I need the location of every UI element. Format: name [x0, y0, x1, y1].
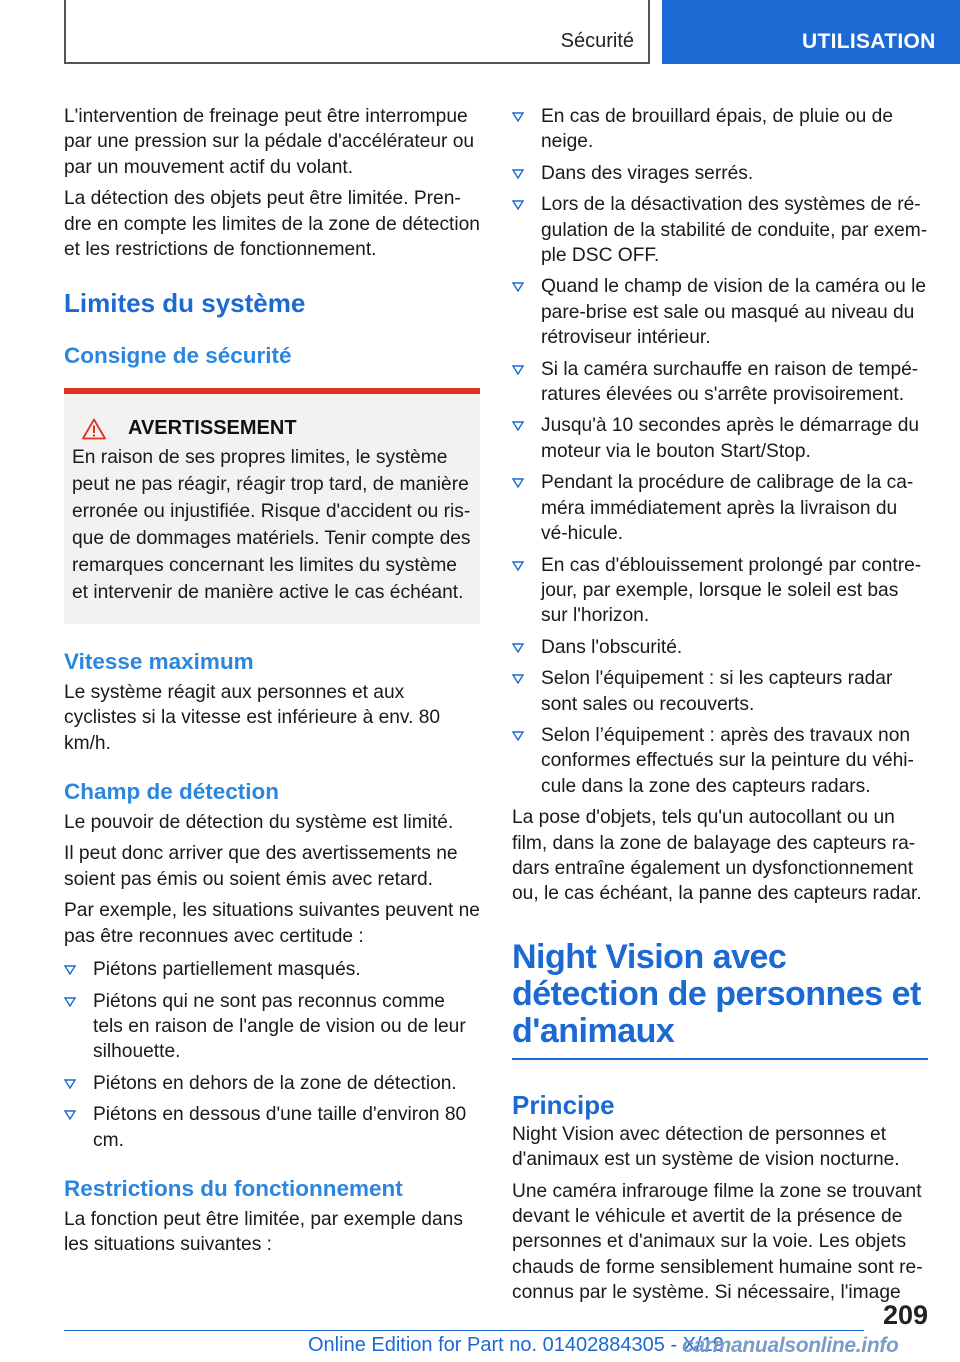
- list-item: [64, 989, 480, 1065]
- list-item: [512, 161, 928, 186]
- list-item-text: Selon l’équipement : après des travaux non conformes effectués sur la peinture du véhi‐cule dans la zone des capteurs radars.: [541, 724, 914, 797]
- paragraph-restrictions: La fonction peut être limitée, par exemple dans les situations suivantes :: [64, 1208, 463, 1256]
- heading-champ: Champ de détection: [64, 779, 280, 805]
- list-item-text: Piétons partiellement masqués.: [93, 959, 361, 981]
- footer-divider: [64, 1330, 864, 1331]
- list-item-text: Si la caméra surchauffe en raison de tempé‐ratures élevées ou s'arrête provisoirement.: [541, 358, 919, 406]
- list-item-text: Quand le champ de vision de la caméra ou le pare-brise est sale ou masqué au niveau du rétroviseur intérieur.: [541, 276, 927, 349]
- heading-principe: Principe: [512, 1089, 615, 1120]
- bullet-list-restrictions: [512, 104, 928, 799]
- list-item-text: Selon l'équipement : si les capteurs radar sont sales ou recouverts.: [541, 668, 893, 715]
- warning-header: [72, 416, 472, 441]
- list-item: [512, 104, 928, 155]
- bullet-triangle-icon: [512, 282, 524, 292]
- warning-title: AVERTISSEMENT: [128, 417, 297, 440]
- list-item-text: En cas d'éblouissement prolongé par contre-jour, par exemple, lorsque le soleil est bas sur l'horizon.: [541, 554, 922, 627]
- bullet-triangle-icon: [512, 731, 524, 741]
- list-item-text: Dans l'obscurité.: [541, 636, 683, 658]
- list-item: [512, 553, 928, 629]
- bullet-triangle-icon: [64, 997, 76, 1007]
- list-item: [512, 635, 928, 660]
- bullet-triangle-icon: [64, 1079, 76, 1089]
- heading-vitesse: Vitesse maximum: [64, 648, 254, 674]
- list-item: [512, 413, 928, 464]
- paragraph-braking: L'intervention de freinage peut être interrompue par une pression sur la pédale d'accélérateur ou par un mouvement actif du volant.: [64, 106, 475, 178]
- bullet-triangle-icon: [512, 478, 524, 488]
- bullet-triangle-icon: [512, 365, 524, 375]
- list-item-text: Piétons en dessous d'une taille d'environ 80 cm.: [93, 1104, 467, 1151]
- bullet-triangle-icon: [512, 643, 524, 653]
- paragraph-principe-2: Une caméra infrarouge filme la zone se trouvant devant le véhicule et avertit de la présence de personnes et d'animaux sur la voie. Les objets chauds de forme sensiblement humaine sont re‐connus par le système. Si nécessaire, l'image: [512, 1180, 923, 1304]
- list-item-text: En cas de brouillard épais, de pluie ou de neige.: [541, 106, 894, 153]
- chapter-tab: UTILISATION: [662, 0, 960, 64]
- heading-limites: Limites du système: [64, 288, 306, 319]
- watermark: carmanualsonline.info: [682, 1334, 899, 1357]
- left-column: [64, 104, 480, 1264]
- list-item: [512, 274, 928, 350]
- bullet-list-pedestrians: [64, 957, 480, 1153]
- paragraph-champ-1: Le pouvoir de détection du système est limité.: [64, 812, 454, 834]
- list-item: [512, 723, 928, 799]
- bullet-triangle-icon: [512, 112, 524, 122]
- section-title: Sécurité: [560, 30, 634, 52]
- list-item: [512, 192, 928, 268]
- list-item-text: Lors de la désactivation des systèmes de ré‐gulation de la stabilité de conduite, par exem‐ple DSC OFF.: [541, 194, 928, 267]
- paragraph-champ-3: Par exemple, les situations suivantes peuvent ne pas être reconnues avec certitude :: [64, 900, 480, 947]
- list-item-text: Jusqu'à 10 secondes après le démarrage du moteur via le bouton Start/Stop.: [541, 415, 920, 462]
- footer-edition: Online Edition for Part no. 01402884305 - X/19: [308, 1334, 724, 1356]
- list-item: [512, 357, 928, 408]
- bullet-triangle-icon: [512, 561, 524, 571]
- warning-text: En raison de ses propres limites, le système peut ne pas réagir, réagir trop tard, de manière erronée ou injustifiée. Risque d'accident ou ris‐que de dommages matériels. Tenir compte des remarques concernant les limites du système et intervenir de manière active le cas échéant.: [72, 446, 471, 603]
- list-item-text: Piétons en dehors de la zone de détection.: [93, 1072, 457, 1094]
- bullet-triangle-icon: [512, 200, 524, 210]
- header-box: [64, 0, 650, 64]
- paragraph-pose: La pose d'objets, tels qu'un autocollant ou un film, dans la zone de balayage des capteurs ra‐dars entraîne également un dysfonctionnement ou, le cas échéant, la panne des capteurs radar.: [512, 807, 922, 905]
- heading-night-vision: Night Vision avec détection de personnes et d'animaux: [512, 939, 928, 1060]
- paragraph-detection-limits: La détection des objets peut être limitée. Pren‐dre en compte les limites de la zone de détection et les restrictions de fonctionnement.: [64, 188, 480, 261]
- paragraph-vitesse: Le système réagit aux personnes et aux cyclistes si la vitesse est inférieure à env. 80 km/h.: [64, 681, 441, 754]
- heading-restrictions: Restrictions du fonctionnement: [64, 1175, 403, 1201]
- warning-box: [64, 388, 480, 623]
- list-item: [64, 957, 480, 982]
- list-item: [64, 1071, 480, 1096]
- paragraph-principe-1: Night Vision avec détection de personnes et d'animaux est un système de vision nocturne.: [512, 1123, 900, 1171]
- bullet-triangle-icon: [512, 674, 524, 684]
- bullet-triangle-icon: [64, 965, 76, 975]
- bullet-triangle-icon: [512, 169, 524, 179]
- list-item-text: Piétons qui ne sont pas reconnus comme tels en raison de l'angle de vision ou de leur silhouette.: [93, 990, 466, 1063]
- page-number: 209: [882, 1300, 928, 1330]
- bullet-triangle-icon: [512, 421, 524, 431]
- list-item-text: Pendant la procédure de calibrage de la ca‐méra immédiatement après la livraison du vé‐hicule.: [541, 472, 914, 545]
- list-item: [64, 1102, 480, 1153]
- right-column: [512, 104, 928, 1312]
- heading-consigne: Consigne de sécurité: [64, 343, 292, 369]
- list-item: [512, 470, 928, 546]
- bullet-triangle-icon: [64, 1110, 76, 1120]
- list-item-text: Dans des virages serrés.: [541, 162, 754, 184]
- list-item: [512, 666, 928, 717]
- warning-triangle-icon: [82, 418, 106, 440]
- paragraph-champ-2: Il peut donc arriver que des avertissements ne soient pas émis ou soient émis avec retard.: [64, 843, 458, 890]
